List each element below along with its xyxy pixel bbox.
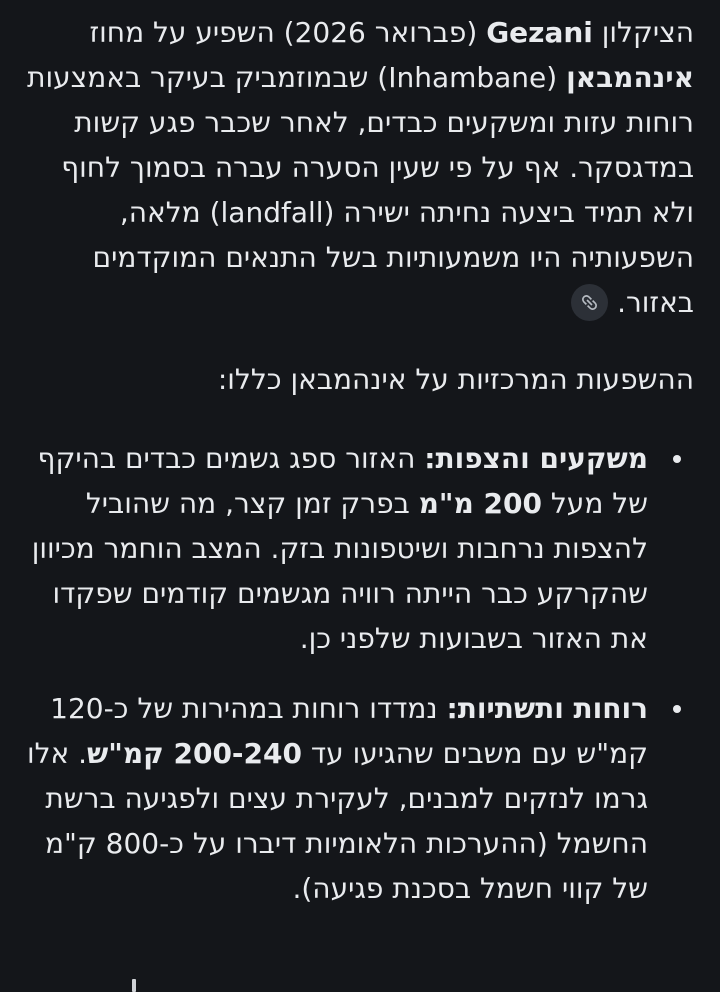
- impact-list: [26, 436, 694, 911]
- intro-text: (פברואר 2026) השפיע על מחוז: [89, 16, 487, 49]
- bullet-text: האזור ספג גשמים כבדים בהיקף של מעל: [37, 442, 648, 520]
- list-item-winds-infrastructure: [26, 686, 694, 911]
- province-name: אינהמבאן: [566, 61, 694, 94]
- cyclone-name: Gezani: [486, 16, 593, 49]
- bullet-text: בפרק זמן קצר, מה שהוביל להצפות נרחבות ושיטפונות בזק. המצב הוחמר מכיוון שהקרקע כבר הייתה רוויה מגשמים קודמים שפקדו את האזור בשבועות שלפני כן.: [31, 487, 648, 655]
- intro-text: (Inhambane) שבמוזמביק בעיקר באמצעות רוחות עזות ומשקעים כבדים, לאחר שכבר פגע קשות במדגסקר. אף על פי שעין הסערה עברה בסמוך לחוף ולא תמיד ביצעה נחיתה ישירה (landfall) מלאה, השפעותיה היו משמעותיות בשל התנאים המוקדמים באזור.: [27, 61, 694, 319]
- intro-paragraph: [26, 10, 694, 325]
- bullet-label: משקעים והצפות:: [424, 442, 648, 475]
- list-item-rain-flooding: [26, 436, 694, 661]
- bullet-label: רוחות ותשתיות:: [446, 692, 648, 725]
- impacts-lead-line: ההשפעות המרכזיות על אינהמבאן כללו:: [217, 363, 694, 396]
- rainfall-value: 200 מ"מ: [418, 487, 542, 520]
- bullet-text: נמדדו רוחות במהירות של כ-120 קמ"ש עם משבים שהגיעו עד: [50, 692, 648, 770]
- wind-gust-value: 200-240 קמ"ש: [87, 737, 302, 770]
- bullet-text: . אלו גרמו לנזקים למבנים, לעקירת עצים ולפגיעה ברשת החשמל (ההערכות הלאומיות דיברו על כ-800 ק"מ של קווי חשמל בסכנת פגיעה).: [26, 737, 648, 905]
- intro-text: הציקלון: [592, 16, 694, 49]
- link-icon: [575, 287, 605, 317]
- citation-link-chip[interactable]: [571, 284, 608, 321]
- clipped-next-line-fragment: [132, 979, 136, 992]
